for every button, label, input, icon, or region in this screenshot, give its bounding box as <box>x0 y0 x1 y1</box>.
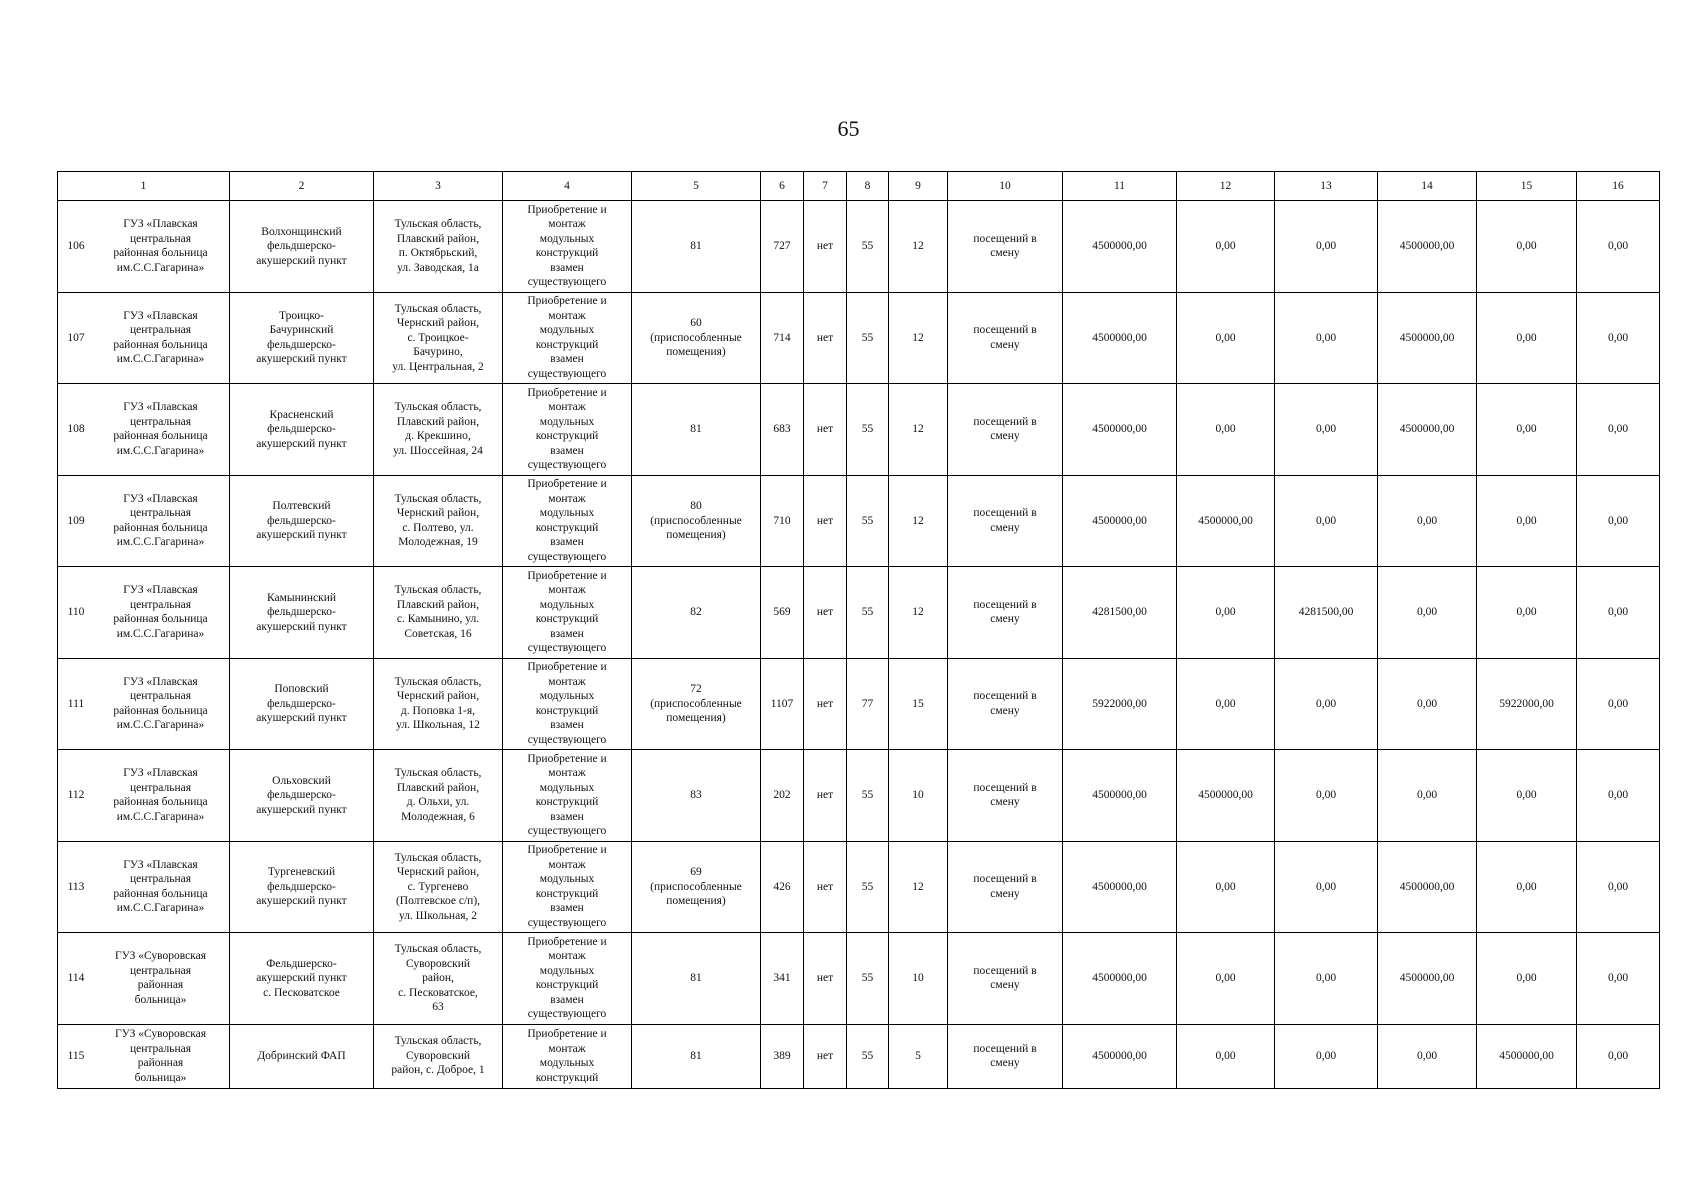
col16-cell: 0,00 <box>1577 1024 1660 1088</box>
table-row <box>58 384 1660 476</box>
table-row <box>58 201 1660 293</box>
col7-cell: нет <box>804 1024 847 1088</box>
action-description: Приобретение и монтаж модульных конструкций взамен существующего <box>527 569 607 655</box>
col13-cell: 0,00 <box>1275 201 1378 293</box>
col7-cell: нет <box>804 750 847 842</box>
facility-cell <box>230 658 374 750</box>
col10-cell <box>948 567 1063 659</box>
col15-cell: 0,00 <box>1477 841 1577 933</box>
address-cell <box>374 475 503 567</box>
col8-cell: 55 <box>847 750 889 842</box>
organization-name: ГУЗ «Плавская центральная районная больница им.С.С.Гагарина» <box>113 767 208 823</box>
col10-cell <box>948 841 1063 933</box>
org-cell <box>58 292 230 384</box>
col15-cell: 0,00 <box>1477 933 1577 1025</box>
col15-cell: 0,00 <box>1477 201 1577 293</box>
col8-cell: 55 <box>847 201 889 293</box>
area-value: 81 <box>690 240 702 252</box>
facility-cell <box>230 567 374 659</box>
area-value: 81 <box>690 972 702 984</box>
action-cell <box>503 567 632 659</box>
col6-cell: 710 <box>761 475 804 567</box>
column-header-15: 15 <box>1477 172 1577 201</box>
col7-cell: нет <box>804 201 847 293</box>
col11-cell: 4500000,00 <box>1063 201 1177 293</box>
column-header-11: 11 <box>1063 172 1177 201</box>
col7-cell: нет <box>804 841 847 933</box>
area-value: 81 <box>690 1049 702 1062</box>
capacity-unit: посещений в смену <box>973 873 1037 900</box>
facility-address: Тульская область, Чернский район, д. Поповка 1-я, ул. Школьная, 12 <box>394 675 482 732</box>
column-header-7: 7 <box>804 172 847 201</box>
col11-cell: 4500000,00 <box>1063 841 1177 933</box>
col10-cell <box>948 201 1063 293</box>
capacity-unit: посещений в смену <box>973 781 1037 809</box>
col13-cell: 0,00 <box>1275 933 1378 1025</box>
column-header-12: 12 <box>1177 172 1275 201</box>
area-value: 80 (приспособленные помещения) <box>650 500 742 541</box>
col15-cell: 0,00 <box>1477 567 1577 659</box>
column-header-6: 6 <box>761 172 804 201</box>
org-cell <box>58 1024 230 1088</box>
col10-cell <box>948 658 1063 750</box>
col6-cell: 569 <box>761 567 804 659</box>
col14-cell: 4500000,00 <box>1378 201 1477 293</box>
action-cell <box>503 841 632 933</box>
organization-name: ГУЗ «Плавская центральная районная больница им.С.С.Гагарина» <box>113 309 208 366</box>
row-number: 115 <box>67 1049 85 1062</box>
col12-cell: 0,00 <box>1177 1024 1275 1088</box>
facility-cell <box>230 750 374 842</box>
facility-name: Добринский ФАП <box>257 1049 346 1062</box>
facility-name: Красненский фельдшерско- акушерский пункт <box>256 408 347 450</box>
header-row <box>58 172 1660 201</box>
col12-cell: 0,00 <box>1177 933 1275 1025</box>
address-cell <box>374 658 503 750</box>
table-row <box>58 750 1660 842</box>
facility-cell <box>230 292 374 384</box>
capacity-unit: посещений в смену <box>973 507 1037 534</box>
col16-cell: 0,00 <box>1577 475 1660 567</box>
facility-cell <box>230 201 374 293</box>
action-description: Приобретение и монтаж модульных конструкций взамен существующего <box>527 478 607 563</box>
organization-name: ГУЗ «Плавская центральная районная больница им.С.С.Гагарина» <box>113 584 208 640</box>
address-cell <box>374 933 503 1025</box>
col15-cell: 0,00 <box>1477 750 1577 842</box>
table-body <box>58 201 1660 1089</box>
capacity-unit: посещений в смену <box>973 415 1037 443</box>
row-number: 106 <box>67 240 85 252</box>
row-number: 110 <box>67 606 85 618</box>
table-row <box>58 292 1660 384</box>
capacity-unit: посещений в смену <box>973 232 1037 260</box>
area-cell <box>632 1024 761 1088</box>
col14-cell: 0,00 <box>1378 567 1477 659</box>
area-value: 72 (приспособленные помещения) <box>650 683 742 724</box>
action-cell <box>503 475 632 567</box>
column-header-13: 13 <box>1275 172 1378 201</box>
col9-cell: 12 <box>889 292 948 384</box>
col10-cell <box>948 292 1063 384</box>
col8-cell: 55 <box>847 933 889 1025</box>
action-description: Приобретение и монтаж модульных конструкций взамен существующего <box>527 844 607 929</box>
area-cell <box>632 933 761 1025</box>
action-description: Приобретение и монтаж модульных конструкций взамен существующего <box>527 203 607 289</box>
col13-cell: 0,00 <box>1275 384 1378 476</box>
col6-cell: 1107 <box>761 658 804 750</box>
area-cell <box>632 658 761 750</box>
col14-cell: 0,00 <box>1378 475 1477 567</box>
area-value: 60 (приспособленные помещения) <box>650 317 742 358</box>
col11-cell: 4500000,00 <box>1063 475 1177 567</box>
facility-cell <box>230 933 374 1025</box>
column-header-2: 2 <box>230 172 374 201</box>
program-table <box>57 171 1660 1089</box>
col16-cell: 0,00 <box>1577 933 1660 1025</box>
table-row <box>58 567 1660 659</box>
organization-name: ГУЗ «Плавская центральная районная больница им.С.С.Гагарина» <box>113 858 208 915</box>
facility-name: Ольховский фельдшерско- акушерский пункт <box>256 774 347 816</box>
area-value: 81 <box>690 423 702 435</box>
col11-cell: 4281500,00 <box>1063 567 1177 659</box>
capacity-unit: посещений в смену <box>973 598 1037 626</box>
action-description: Приобретение и монтаж модульных конструкций взамен существующего <box>527 935 607 1021</box>
col7-cell: нет <box>804 475 847 567</box>
area-value: 83 <box>690 789 702 801</box>
area-cell <box>632 841 761 933</box>
area-cell <box>632 384 761 476</box>
col15-cell: 0,00 <box>1477 384 1577 476</box>
address-cell <box>374 567 503 659</box>
col9-cell: 5 <box>889 1024 948 1088</box>
capacity-unit: посещений в смену <box>973 1042 1037 1069</box>
col15-cell: 0,00 <box>1477 292 1577 384</box>
col14-cell: 4500000,00 <box>1378 933 1477 1025</box>
area-cell <box>632 750 761 842</box>
table-row <box>58 475 1660 567</box>
col16-cell: 0,00 <box>1577 384 1660 476</box>
col6-cell: 389 <box>761 1024 804 1088</box>
facility-address: Тульская область, Суворовский район, с. Песковатское, 63 <box>394 943 482 1013</box>
col14-cell: 0,00 <box>1378 658 1477 750</box>
column-header-5: 5 <box>632 172 761 201</box>
row-number: 114 <box>67 972 85 984</box>
col6-cell: 727 <box>761 201 804 293</box>
col12-cell: 4500000,00 <box>1177 475 1275 567</box>
col9-cell: 12 <box>889 567 948 659</box>
col8-cell: 55 <box>847 384 889 476</box>
col12-cell: 0,00 <box>1177 567 1275 659</box>
facility-address: Тульская область, Чернский район, с. Тургенево (Полтевское с/п), ул. Школьная, 2 <box>394 851 482 922</box>
col10-cell <box>948 933 1063 1025</box>
col8-cell: 55 <box>847 841 889 933</box>
column-header-3: 3 <box>374 172 503 201</box>
col8-cell: 55 <box>847 292 889 384</box>
action-cell <box>503 201 632 293</box>
capacity-unit: посещений в смену <box>973 964 1037 992</box>
column-header-8: 8 <box>847 172 889 201</box>
address-cell <box>374 384 503 476</box>
col9-cell: 10 <box>889 933 948 1025</box>
area-cell <box>632 567 761 659</box>
col10-cell <box>948 1024 1063 1088</box>
row-number: 112 <box>67 789 85 801</box>
col14-cell: 0,00 <box>1378 1024 1477 1088</box>
facility-address: Тульская область, Чернский район, с. Троицкое- Бачурино, ул. Центральная, 2 <box>392 302 484 373</box>
facility-name: Волхонщинский фельдшерско- акушерский пункт <box>256 225 347 267</box>
facility-name: Фельдшерско- акушерский пункт с. Песковатское <box>256 957 347 999</box>
row-number: 107 <box>67 331 85 344</box>
col11-cell: 4500000,00 <box>1063 1024 1177 1088</box>
action-description: Приобретение и монтаж модульных конструкций <box>527 1028 607 1084</box>
col8-cell: 77 <box>847 658 889 750</box>
column-header-9: 9 <box>889 172 948 201</box>
col9-cell: 15 <box>889 658 948 750</box>
col13-cell: 0,00 <box>1275 475 1378 567</box>
col10-cell <box>948 475 1063 567</box>
action-description: Приобретение и монтаж модульных конструкций взамен существующего <box>527 661 607 746</box>
area-value: 82 <box>690 606 702 618</box>
organization-name: ГУЗ «Плавская центральная районная больница им.С.С.Гагарина» <box>113 401 208 457</box>
area-cell <box>632 201 761 293</box>
table-header <box>58 172 1660 201</box>
org-cell <box>58 750 230 842</box>
facility-name: Камынинский фельдшерско- акушерский пункт <box>256 591 347 633</box>
column-header-14: 14 <box>1378 172 1477 201</box>
col6-cell: 714 <box>761 292 804 384</box>
col12-cell: 0,00 <box>1177 841 1275 933</box>
col6-cell: 341 <box>761 933 804 1025</box>
table-row <box>58 841 1660 933</box>
col11-cell: 5922000,00 <box>1063 658 1177 750</box>
col10-cell <box>948 384 1063 476</box>
col16-cell: 0,00 <box>1577 292 1660 384</box>
row-number: 108 <box>67 423 85 435</box>
col14-cell: 4500000,00 <box>1378 841 1477 933</box>
row-number: 111 <box>67 697 85 710</box>
col16-cell: 0,00 <box>1577 201 1660 293</box>
col11-cell: 4500000,00 <box>1063 384 1177 476</box>
col7-cell: нет <box>804 567 847 659</box>
col9-cell: 10 <box>889 750 948 842</box>
action-cell <box>503 292 632 384</box>
col14-cell: 4500000,00 <box>1378 384 1477 476</box>
action-cell <box>503 933 632 1025</box>
organization-name: ГУЗ «Плавская центральная районная больница им.С.С.Гагарина» <box>113 492 208 549</box>
col8-cell: 55 <box>847 567 889 659</box>
org-cell <box>58 658 230 750</box>
col9-cell: 12 <box>889 475 948 567</box>
col11-cell: 4500000,00 <box>1063 750 1177 842</box>
col7-cell: нет <box>804 933 847 1025</box>
col12-cell: 0,00 <box>1177 201 1275 293</box>
col16-cell: 0,00 <box>1577 658 1660 750</box>
organization-name: ГУЗ «Плавская центральная районная больница им.С.С.Гагарина» <box>113 675 208 732</box>
col12-cell: 0,00 <box>1177 658 1275 750</box>
col12-cell: 4500000,00 <box>1177 750 1275 842</box>
page-number: 65 <box>837 116 860 141</box>
action-cell <box>503 384 632 476</box>
facility-address: Тульская область, Плавский район, п. Октябрьский, ул. Заводская, 1а <box>394 218 482 274</box>
action-cell <box>503 1024 632 1088</box>
facility-cell <box>230 1024 374 1088</box>
organization-name: ГУЗ «Плавская центральная районная больница им.С.С.Гагарина» <box>113 218 208 274</box>
facility-name: Полтевский фельдшерско- акушерский пункт <box>256 500 347 541</box>
org-cell <box>58 841 230 933</box>
col11-cell: 4500000,00 <box>1063 933 1177 1025</box>
org-cell <box>58 933 230 1025</box>
col13-cell: 0,00 <box>1275 841 1378 933</box>
facility-name: Поповский фельдшерско- акушерский пункт <box>256 683 347 724</box>
col6-cell: 202 <box>761 750 804 842</box>
action-description: Приобретение и монтаж модульных конструкций взамен существующего <box>527 295 607 380</box>
organization-name: ГУЗ «Суворовская центральная районная больница» <box>114 950 207 1006</box>
address-cell <box>374 1024 503 1088</box>
area-value: 69 (приспособленные помещения) <box>650 866 742 907</box>
col9-cell: 12 <box>889 841 948 933</box>
col6-cell: 426 <box>761 841 804 933</box>
col8-cell: 55 <box>847 1024 889 1088</box>
table-row <box>58 933 1660 1025</box>
col16-cell: 0,00 <box>1577 750 1660 842</box>
col14-cell: 4500000,00 <box>1378 292 1477 384</box>
col7-cell: нет <box>804 292 847 384</box>
org-cell <box>58 567 230 659</box>
column-header-4: 4 <box>503 172 632 201</box>
col14-cell: 0,00 <box>1378 750 1477 842</box>
facility-name: Троицко- Бачуринский фельдшерско- акушерский пункт <box>256 309 347 366</box>
col7-cell: нет <box>804 384 847 476</box>
col16-cell: 0,00 <box>1577 841 1660 933</box>
organization-name: ГУЗ «Суворовская центральная районная больница» <box>114 1028 207 1084</box>
col13-cell: 0,00 <box>1275 658 1378 750</box>
table-row <box>58 1024 1660 1088</box>
action-cell <box>503 750 632 842</box>
area-cell <box>632 292 761 384</box>
facility-address: Тульская область, Плавский район, д. Ольхи, ул. Молодежная, 6 <box>394 767 482 823</box>
facility-name: Тургеневский фельдшерско- акушерский пункт <box>256 866 347 907</box>
address-cell <box>374 201 503 293</box>
capacity-unit: посещений в смену <box>973 690 1037 717</box>
address-cell <box>374 841 503 933</box>
facility-address: Тульская область, Суворовский район, с. Доброе, 1 <box>391 1035 485 1077</box>
col16-cell: 0,00 <box>1577 567 1660 659</box>
org-cell <box>58 475 230 567</box>
col15-cell: 5922000,00 <box>1477 658 1577 750</box>
col6-cell: 683 <box>761 384 804 476</box>
action-description: Приобретение и монтаж модульных конструкций взамен существующего <box>527 386 607 472</box>
facility-cell <box>230 841 374 933</box>
facility-address: Тульская область, Плавский район, д. Крекшино, ул. Шоссейная, 24 <box>393 401 483 457</box>
col15-cell: 4500000,00 <box>1477 1024 1577 1088</box>
address-cell <box>374 292 503 384</box>
org-cell <box>58 384 230 476</box>
col11-cell: 4500000,00 <box>1063 292 1177 384</box>
action-description: Приобретение и монтаж модульных конструкций взамен существующего <box>527 752 607 838</box>
col12-cell: 0,00 <box>1177 292 1275 384</box>
row-number: 109 <box>67 514 85 527</box>
col13-cell: 4281500,00 <box>1275 567 1378 659</box>
table-row <box>58 658 1660 750</box>
col7-cell: нет <box>804 658 847 750</box>
facility-cell <box>230 384 374 476</box>
col15-cell: 0,00 <box>1477 475 1577 567</box>
org-cell <box>58 201 230 293</box>
facility-address: Тульская область, Чернский район, с. Полтево, ул. Молодежная, 19 <box>394 492 482 549</box>
action-cell <box>503 658 632 750</box>
col9-cell: 12 <box>889 201 948 293</box>
col9-cell: 12 <box>889 384 948 476</box>
column-header-10: 10 <box>948 172 1063 201</box>
col10-cell <box>948 750 1063 842</box>
col13-cell: 0,00 <box>1275 292 1378 384</box>
column-header-16: 16 <box>1577 172 1660 201</box>
facility-address: Тульская область, Плавский район, с. Камынино, ул. Советская, 16 <box>394 584 482 640</box>
capacity-unit: посещений в смену <box>973 324 1037 351</box>
area-cell <box>632 475 761 567</box>
col12-cell: 0,00 <box>1177 384 1275 476</box>
col13-cell: 0,00 <box>1275 1024 1378 1088</box>
address-cell <box>374 750 503 842</box>
col8-cell: 55 <box>847 475 889 567</box>
column-header-1: 1 <box>58 172 230 201</box>
facility-cell <box>230 475 374 567</box>
row-number: 113 <box>67 880 85 893</box>
col13-cell: 0,00 <box>1275 750 1378 842</box>
